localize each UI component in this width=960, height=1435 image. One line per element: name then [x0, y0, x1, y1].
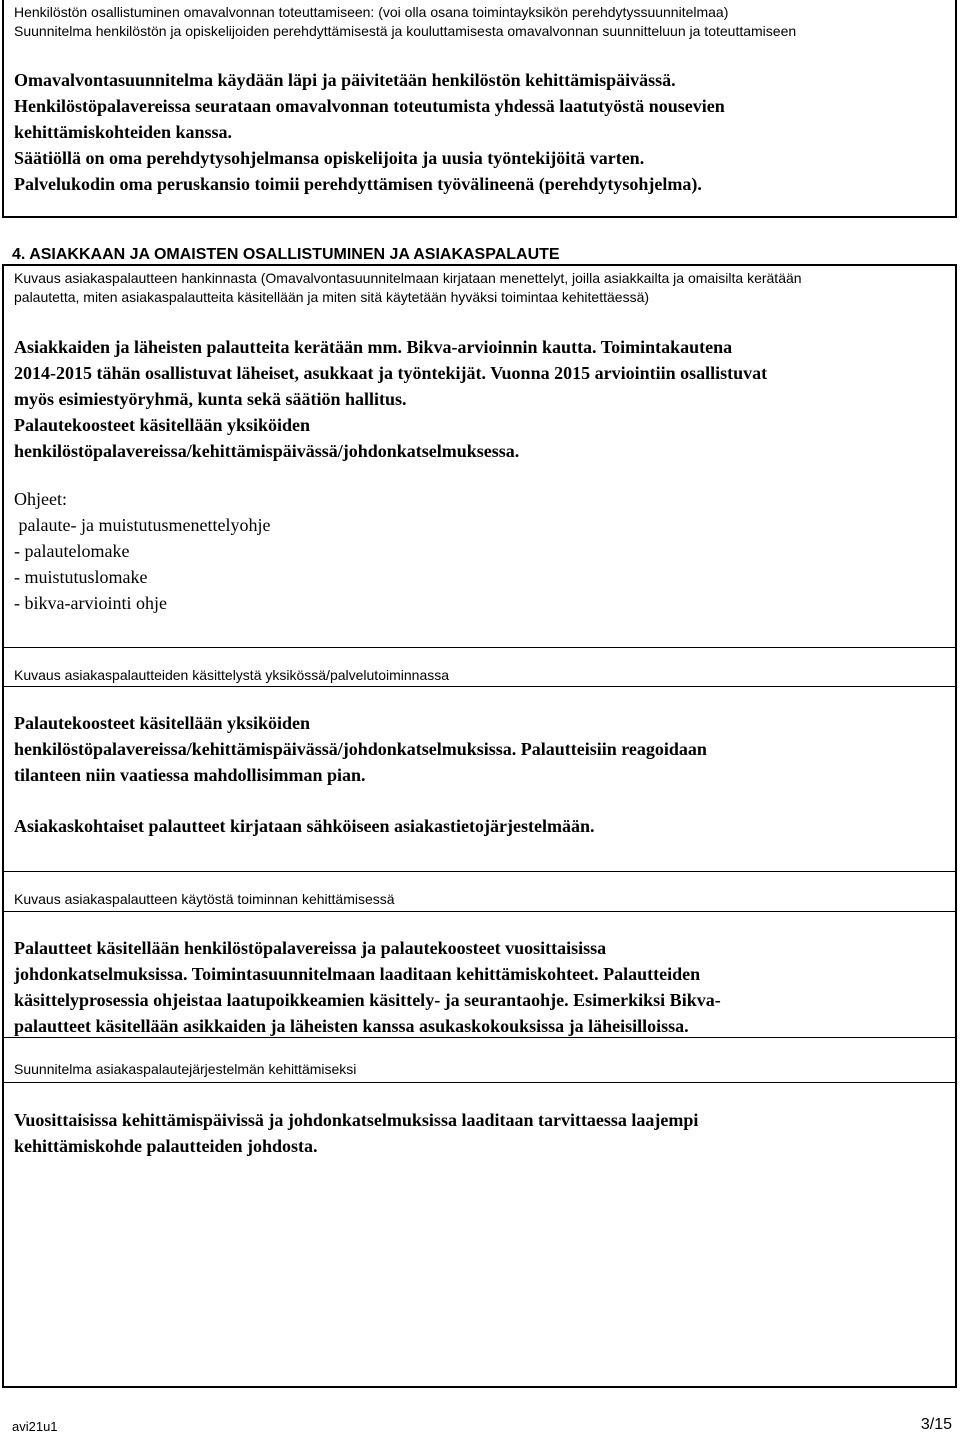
answer-line: Asiakkaiden ja läheisten palautteita kerätään mm. Bikva-arvioinnin kautta. Toimintakautena: [14, 337, 733, 357]
divider: [4, 686, 955, 687]
section-body: [14, 67, 725, 197]
description-kasittely: Kuvaus asiakaspalautteiden käsittelystä yksikössä/palvelutoiminnassa: [14, 667, 450, 683]
answer-line: Palautekoosteet käsitellään yksiköiden: [14, 415, 311, 435]
answer-kaytto: [14, 935, 721, 1039]
answer-kasittely-extra: Asiakaskohtaiset palautteet kirjataan sähköiseen asiakastietojärjestelmään.: [14, 816, 595, 836]
answer-line: 2014-2015 tähän osallistuvat läheiset, asukkaat ja työntekijät. Vuonna 2015 arviointiin osallistuvat: [14, 363, 768, 383]
page-number: 3/15: [920, 1416, 952, 1433]
answer-line: palautteet käsitellään asikkaiden ja läheisten kanssa asukaskokouksissa ja läheisilloissa.: [14, 1016, 689, 1036]
description-hankinta: [14, 269, 802, 307]
answer-line: käsittelyprosessia ohjeistaa laatupoikkeamien käsittely- ja seurantaohje. Esimerkiksi Bikva-: [14, 990, 721, 1010]
ohjeet-item: - bikva-arviointi ohje: [14, 593, 167, 613]
document-code: avi21u1: [12, 1419, 58, 1434]
body-line: Säätiöllä on oma perehdytysohjelmansa opiskelijoita ja uusia työntekijöitä varten.: [14, 148, 645, 168]
answer-line: henkilöstöpalavereissa/kehittämispäivässä/johdonkatselmuksessa.: [14, 441, 520, 461]
answer-line: tilanteen niin vaatiessa mahdollisimman pian.: [14, 765, 366, 785]
answer-kasittely: [14, 710, 707, 788]
divider: [4, 647, 955, 648]
body-line: Omavalvontasuunnitelma käydään läpi ja päivitetään henkilöstön kehittämispäivässä.: [14, 70, 676, 90]
ohjeet-item: palaute- ja muistutusmenettelyohje: [14, 515, 271, 535]
divider: [4, 1082, 955, 1083]
answer-line: Palautekoosteet käsitellään yksiköiden: [14, 713, 311, 733]
ohjeet-item: - muistutuslomake: [14, 567, 148, 587]
description-kehittaminen: Suunnitelma asiakaspalautejärjestelmän kehittämiseksi: [14, 1061, 357, 1077]
answer-line: myös esimiestyöryhmä, kunta sekä säätiön hallitus.: [14, 389, 407, 409]
divider: [4, 911, 955, 912]
answer-line: Vuosittaisissa kehittämispäivissä ja johdonkatselmuksissa laaditaan tarvittaessa laajempi: [14, 1110, 699, 1130]
heading-line: Suunnitelma henkilöstön ja opiskelijoiden perehdyttämisestä ja kouluttamisesta omavalvonnan suunnitteluun ja toteuttamiseen: [14, 23, 797, 39]
ohjeet-item: - palautelomake: [14, 541, 130, 561]
body-line: Henkilöstöpalavereissa seurataan omavalvonnan toteutumista yhdessä laatutyöstä nousevien: [14, 96, 725, 116]
divider: [4, 1037, 955, 1038]
omavalvonta-section-box: [2, 0, 957, 218]
body-line: kehittämiskohteiden kanssa.: [14, 122, 233, 142]
ohjeet-list: [14, 486, 270, 616]
heading-line: Henkilöstön osallistuminen omavalvonnan toteuttamiseen: (voi olla osana toimintayksikön perehdytyssuunnitelmaa): [14, 4, 729, 20]
description-line: Kuvaus asiakaspalautteen hankinnasta (Omavalvontasuunnitelmaan kirjataan menettelyt, joilla asiakkailta ja omaisilta kerätään: [14, 270, 802, 286]
answer-line: kehittämiskohde palautteiden johdosta.: [14, 1136, 318, 1156]
answer-line: johdonkatselmuksissa. Toimintasuunnitelmaan laaditaan kehittämiskohteet. Palautteiden: [14, 964, 701, 984]
section-4-title: 4. ASIAKKAAN JA OMAISTEN OSALLISTUMINEN JA ASIAKASPALAUTE: [12, 246, 560, 263]
section-heading: [14, 3, 796, 41]
divider: [4, 871, 955, 872]
ohjeet-label: Ohjeet:: [14, 489, 67, 509]
answer-line: henkilöstöpalavereissa/kehittämispäivässä/johdonkatselmuksissa. Palautteisiin reagoidaan: [14, 739, 707, 759]
answer-kehittaminen: [14, 1107, 698, 1159]
description-line: palautetta, miten asiakaspalautteita käsitellään ja miten sitä käytetään hyväksi toimintaa kehitettäessä): [14, 289, 650, 305]
description-kaytto: Kuvaus asiakaspalautteen käytöstä toiminnan kehittämisessä: [14, 891, 395, 907]
section-4-box: [2, 264, 957, 1388]
body-line: Palvelukodin oma peruskansio toimii perehdyttämisen työvälineenä (perehdytysohjelma).: [14, 174, 702, 194]
answer-line: Palautteet käsitellään henkilöstöpalavereissa ja palautekoosteet vuosittaisissa: [14, 938, 607, 958]
answer-hankinta: [14, 334, 767, 464]
